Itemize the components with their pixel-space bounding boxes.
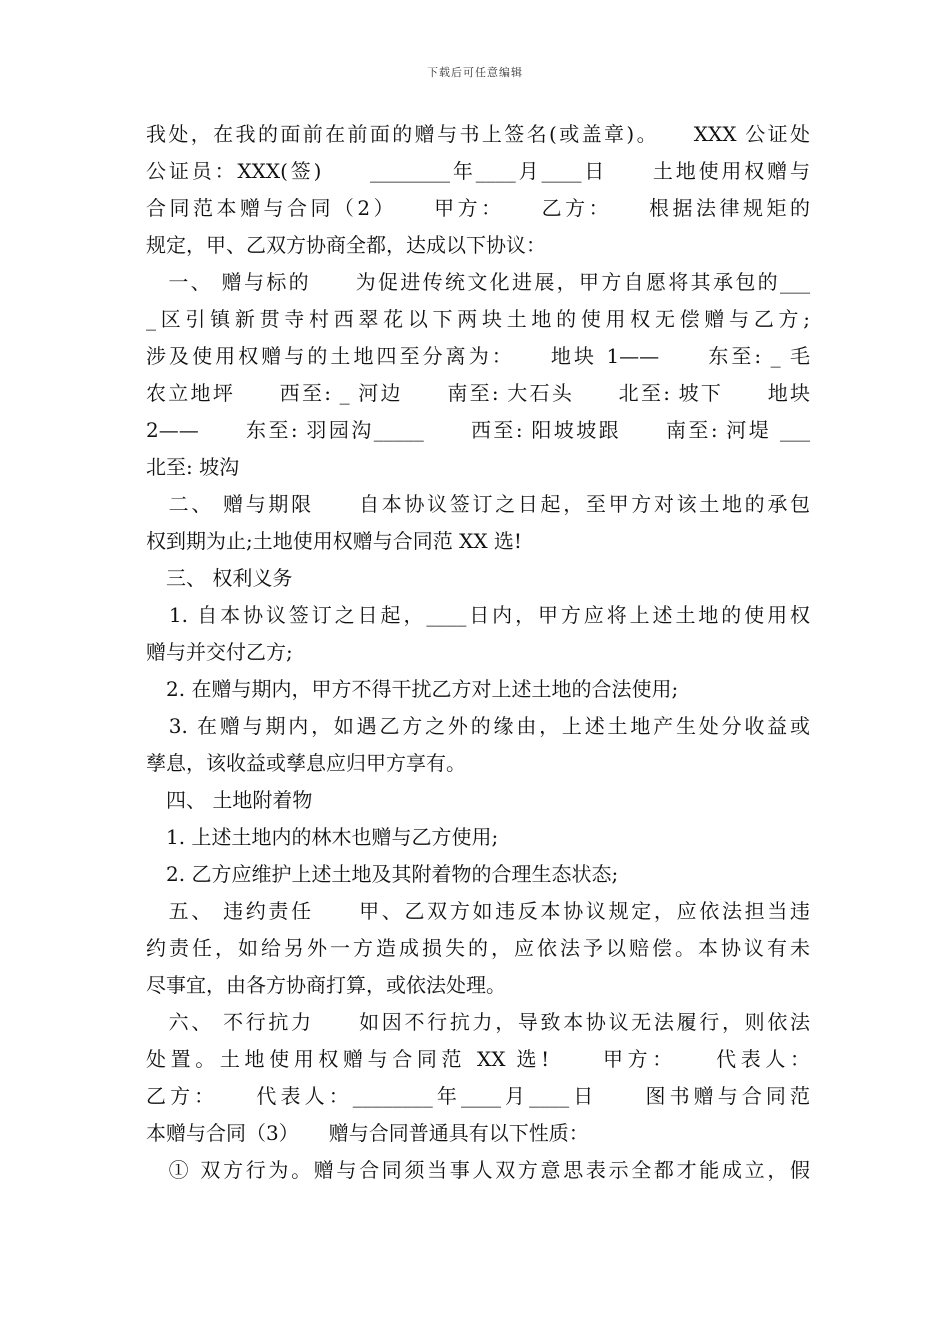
- text-line: 公证员：XXX(签) ________年____月____日 土地使用权赠与: [146, 159, 810, 183]
- page-header: 下载后可任意编辑: [427, 66, 523, 79]
- text-line: 我处，在我的面前在前面的赠与书上签名(或盖章)。 XXX 公证处: [146, 122, 810, 146]
- text-line: 北至: 坡沟: [146, 455, 240, 479]
- text-line: 规定，甲、乙双方协商全都，达成以下协议：: [146, 233, 546, 257]
- text-line: 二、 赠与期限 自本协议签订之日起，至甲方对该土地的承包: [146, 492, 810, 516]
- text-line: 六、 不行抗力 如因不行抗力，导致本协议无法履行，则依法: [146, 1010, 810, 1034]
- text-line: 2—— 东至: 羽园沟_____ 西至: 阳坡坡跟 南至: 河堤 ___: [146, 418, 810, 442]
- text-line: 1. 自本协议签订之日起，____日内，甲方应将上述土地的使用权: [146, 603, 810, 627]
- text-line: 乙方： 代表人：________年____月____日 图书赠与合同范: [146, 1084, 810, 1108]
- text-line: 三、 权利义务: [146, 566, 293, 590]
- text-line: 本赠与合同（3） 赠与合同普通具有以下性质：: [146, 1121, 589, 1145]
- document-body: [146, 116, 810, 1189]
- text-line: 五、 违约责任 甲、乙双方如违反本协议规定，应依法担当违: [146, 899, 810, 923]
- text-line: 2. 在赠与期内，甲方不得干扰乙方对上述土地的合法使用;: [146, 677, 679, 701]
- text-line: 农立地坪 西至: _ 河边 南至: 大石头 北至: 坡下 地块: [146, 381, 810, 405]
- text-line: 处置。土地使用权赠与合同范 XX 选! 甲方： 代表人：: [146, 1047, 810, 1071]
- text-line: ① 双方行为。赠与合同须当事人双方意思表示全都才能成立，假: [146, 1158, 810, 1182]
- text-line: 约责任，如给另外一方造成损失的，应依法予以赔偿。本协议有未: [146, 936, 810, 960]
- text-line: 1. 上述土地内的林木也赠与乙方使用;: [146, 825, 499, 849]
- text-line: 赠与并交付乙方;: [146, 640, 293, 664]
- text-line: 权到期为止;土地使用权赠与合同范 XX 选!: [146, 529, 522, 553]
- text-line: 尽事宜，由各方协商打算，或依法处理。: [146, 973, 506, 997]
- text-line: 3. 在赠与期内，如遇乙方之外的缘由，上述土地产生处分收益或: [146, 714, 810, 738]
- text-line: 孳息，该收益或孳息应归甲方享有。: [146, 751, 466, 775]
- text-line: _区引镇新贯寺村西翠花以下两块土地的使用权无偿赠与乙方;: [146, 307, 810, 331]
- text-line: 一、 赠与标的 为促进传统文化进展，甲方自愿将其承包的___: [146, 270, 810, 294]
- text-line: 合同范本赠与合同（2） 甲方： 乙方： 根据法律规矩的: [146, 196, 810, 220]
- text-line: 涉及使用权赠与的土地四至分离为： 地块 1—— 东至: _ 毛: [146, 344, 810, 368]
- text-line: 2. 乙方应维护上述土地及其附着物的合理生态状态;: [146, 862, 619, 886]
- text-line: 四、 土地附着物: [146, 788, 313, 812]
